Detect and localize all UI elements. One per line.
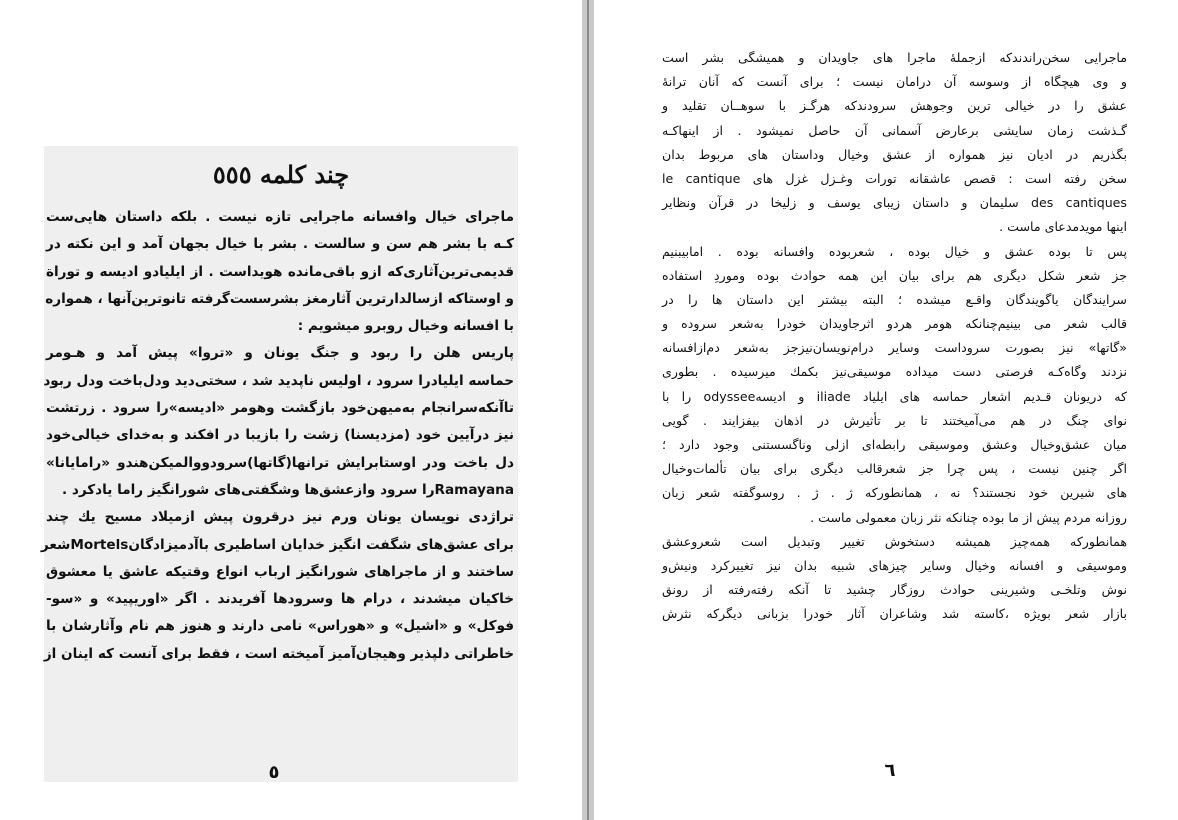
- text-line: ساختند و از ماجراهای شورانگیز ارباب انواع وقتیکه عاشق یا معشوق: [46, 563, 514, 580]
- text-line: نوش وتلخـی وشیرینی حوادث روزگار چشید تا آنکه رفته‌رفته از رونق: [662, 582, 1127, 598]
- text-line: اگر چنین نیست ، پس چرا جز شعرقالب دیگری برای بیان تألمات‌وخیال: [662, 461, 1127, 477]
- text-line: که دریونان قـدیم اشعار حماسه های ایلیاد iliade و ادیسهodyssee را با: [662, 388, 1127, 404]
- text-line: میان عشق‌وخیال وعشق وموسیقی رابطه‌ای ازلی وناگسستنی وجود دارد ؛: [662, 437, 1127, 452]
- gutter-fold-line: [587, 0, 589, 820]
- text-line: فوکل» و «اشیل» و «هوراس» نامی دارند و هنوز هم نام وآثارشان با: [46, 618, 514, 635]
- text-line: تاآنکه‌سرانجام به‌میهن‌خود بازگشت وهومر «ادیسه»را سرود . زرتشت: [46, 400, 514, 417]
- chapter-heading: چند کلمه ٥٥٥: [212, 160, 350, 189]
- text-line: اینها مویدمدعای ماست .: [999, 219, 1127, 235]
- text-line: des cantiques سلیمان و داستان زیبای یوسف و زلیخا در قرآن ونظایر: [662, 195, 1127, 211]
- text-line: هما‌نطورکه همه‌چیز همیشه دستخوش تغییر وتبدیل است شعروعشق: [662, 533, 1127, 549]
- text-line: های شیرین خود نجستند؟ نه ، هما‌نطورکه ژ . ژ . روسوگفته شعر زبان: [662, 485, 1127, 501]
- text-line: دل باخت ودر اوستابرایش ترانها(گاتها)سرودووالمیکن‌هندو «رامایانا»: [46, 454, 514, 471]
- text-line: بازار شعر بویژه ،کاسته شد وشاعران آثار خودرا بزبانی دیگرکه نثرش: [662, 606, 1127, 622]
- text-line: برای عشق‌های شگفت انگیز خدایان اساطیری باآدمیزادگانMortelsشعر: [40, 536, 514, 553]
- text-line: عشق را در خیالی ترین وجوهش سرودندکه هرگـز با سوهــان تقلید و: [662, 98, 1127, 114]
- text-line: نوای چنگ در هم می‌آمیختند تا بر تأثیرش در اذهان بیفزایند . گویی: [662, 412, 1127, 428]
- text-line: روزانه مردم پیش از ما بوده چنانکه نثر زبان معمولی ماست .: [810, 509, 1127, 525]
- text-line: حماسه ایلیادرا سرود ، اولیس ناپدید شد ، سختی‌دید ودل‌باخت ودل ربود: [43, 372, 514, 389]
- left-page-text: [40, 204, 514, 748]
- text-line: پس تا بوده عشق و خیال بوده ، شعربوده وافسانه بوده . امابیبنیم: [662, 243, 1127, 259]
- text-line: نیز درآیین خود (مزدیسنا) زشت را بازیبا در افکند و به‌خدای خیالی‌خود: [46, 427, 514, 444]
- text-line: خاکیان میشدند ، درام ها وسرودها آفریدند . اگر «اوریپید» و «سو-: [46, 591, 514, 608]
- text-line: سخن رفته است : قصص عاشقانه تورات وغـزل غزل های le cantique: [662, 170, 1127, 186]
- text-line: با افسانه وخیال روبرو میشویم :: [297, 318, 514, 335]
- page-number-left: ٥: [268, 762, 280, 783]
- right-page-text: [662, 46, 1127, 758]
- text-line: بگذریم در ادیان نیز همواره از عشق وخیال وداستان های مربوط بدان: [662, 146, 1127, 162]
- text-line: کـه با بشر هم سن و سالست . بشر با خیال بجهان آمد و این نکته در: [46, 236, 514, 253]
- text-line: و وی هیچگاه از وسوسه آن درامان نیست ؛ برای آنست که آنان ترانهٔ: [662, 74, 1127, 90]
- page-number-right: ٦: [884, 760, 896, 781]
- text-line: جز شعر شکل دیگری هم برای بیان این همه حوادث بوده وموردِ استفاده: [662, 267, 1127, 283]
- text-line: و اوستاکه ازسالدارترین آثارمغز بشرسست‌گرفته تانوترین‌آنها ، همواره: [45, 290, 514, 307]
- text-line: پاریس هلن را ربود و جنگ یونان و «تروا» پیش آمد و هـومر: [46, 345, 514, 362]
- text-line: ماجرای خیال وافسانه ماجرایی تازه نیست . بلکه داستان هایی‌ست: [46, 209, 514, 225]
- text-line: Ramayanaرا سرود وازعشق‌ها وشگفتی‌های شورانگیز راما یادکرد .: [61, 481, 514, 498]
- text-line: وموسیقی و افسانه وخیال وسایر چیزهای شبیه بدان نیز تغییرکرد ونیش‌و: [662, 557, 1127, 573]
- text-line: نزدند وگاه‌کـه فرصتی دست میداده موسیقی‌نیز بکمك میرسیده . بطوری: [662, 364, 1127, 380]
- text-line: خاطراتی دلپذیر وهیجان‌آمیز آمیخته است ، فقط برای آنست که اینان از: [43, 645, 514, 662]
- text-line: ماجرایی سخن‌راندندکه ازجملهٔ ماجرا های جاویدان و همیشگی بشر است: [662, 50, 1127, 65]
- text-line: سرایندگان یاگویندگان واقـع میشده ؛ البته بیشتر این داستان ها را در: [662, 291, 1127, 307]
- text-line: تراژدی نویسان یونان ورم نیز درقرون پیش ازمیلاد مسیح یك چند: [46, 509, 514, 526]
- text-line: گـذشت زمان سایشی برعارض آسمانی آن حاصل نمیشود . از اینهاکـه: [662, 122, 1127, 138]
- text-line: قدیمی‌ترین‌آثاری‌که ازو باقی‌مانده هویداست . از ایلیادو ادیسه و توراة: [46, 263, 514, 280]
- text-line: قالب شعر می بینیم‌چنانکه هومر هردو اثرجاویدان خودرا به‌شعر سروده و: [662, 316, 1127, 332]
- text-line: «گاتها» نیز بصورت سروداست وسایر درام‌نویسان‌نیزجز به‌شعر دم‌ازافسانه: [662, 340, 1127, 356]
